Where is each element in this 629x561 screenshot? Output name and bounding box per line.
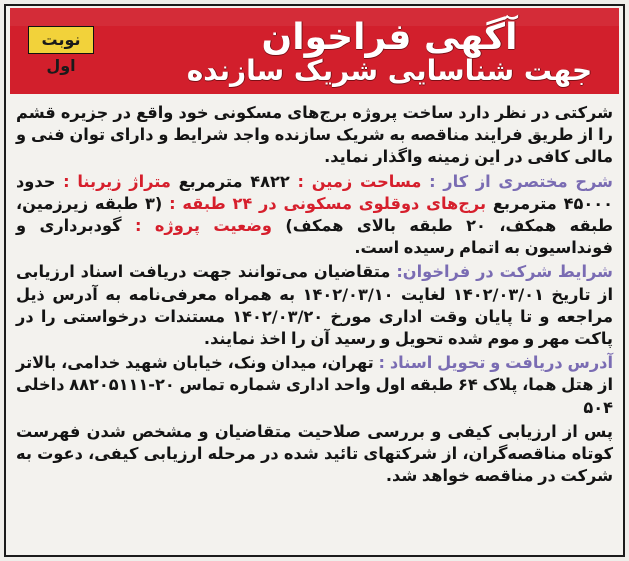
area-value: ۴۸۲۲ مترمربع bbox=[178, 171, 290, 191]
ad-header bbox=[10, 8, 619, 94]
status-label: وضعیت پروژه : bbox=[134, 216, 272, 236]
status-value: گودبرداری و فونداسیون به اتمام رسیده است. bbox=[16, 216, 613, 258]
conditions-block bbox=[16, 261, 613, 350]
address-title: آدرس دریافت و تحویل اسناد : bbox=[378, 353, 614, 373]
ad-title: آگهی فراخوان bbox=[261, 17, 518, 58]
conditions-text: متقاضیان می‌توانند جهت دریافت اسناد ارزیابی از تاریخ ۱۴۰۲/۰۳/۰۱ لغایت ۱۴۰۲/۰۳/۱۰ به همراه معرفی‌نامه به آدرس ذیل مراجعه و تا پایان وقت اداری مورخ ۱۴۰۲/۰۳/۲۰ مستندات درخواستی را در پاکت مهر و موم شده تحویل و رسید آن را اخذ نمایند. bbox=[16, 262, 614, 349]
summary-block bbox=[16, 171, 613, 260]
ad-subtitle: جهت شناسایی شریک سازنده bbox=[186, 54, 593, 87]
intro-paragraph: شرکتی در نظر دارد ساخت پروژه برج‌های مسکونی خود واقع در جزیره قشم را از طریق فرایند مناقصه به شریک سازنده واجد شرایط و دارای توان فنی و مالی کافی در این زمینه واگذار نماید. bbox=[16, 103, 613, 167]
conditions-title: شرایط شرکت در فراخوان: bbox=[396, 262, 613, 282]
ad-body bbox=[16, 102, 613, 547]
levels-description: (۳ طبقه زیرزمین، طبقه همکف، ۲۰ طبقه بالای همکف) bbox=[16, 193, 613, 236]
address-text: تهران، میدان ونک، خیابان شهید خدامی، بالاتر از هتل هما، پلاک ۶۴ طبقه اول واحد اداری شماره تماس ۲۰-۸۸۲۰۵۱۱۱ داخلی ۵۰۴ bbox=[16, 353, 614, 417]
tower-description: برج‌های دوقلوی مسکونی در ۲۴ طبقه : bbox=[169, 193, 487, 213]
address-block bbox=[16, 352, 613, 419]
edition-badge: نوبت اول bbox=[28, 26, 94, 54]
area-label: مساحت زمین : bbox=[297, 171, 422, 191]
floor-area-value: حدود ۴۵۰۰۰ مترمربع bbox=[16, 171, 613, 213]
summary-title: شرح مختصری از کار : bbox=[429, 171, 613, 191]
floor-area-label: متراژ زیربنا : bbox=[63, 171, 171, 191]
closing-paragraph: پس از ارزیابی کیفی و بررسی صلاحیت متقاضیان و مشخص شدن فهرست کوتاه مناقصه‌گران، از شرکتهای تائید شده در مرحله ارزیابی کیفی، دعوت به شرکت در مناقصه خواهد شد. bbox=[16, 421, 613, 486]
